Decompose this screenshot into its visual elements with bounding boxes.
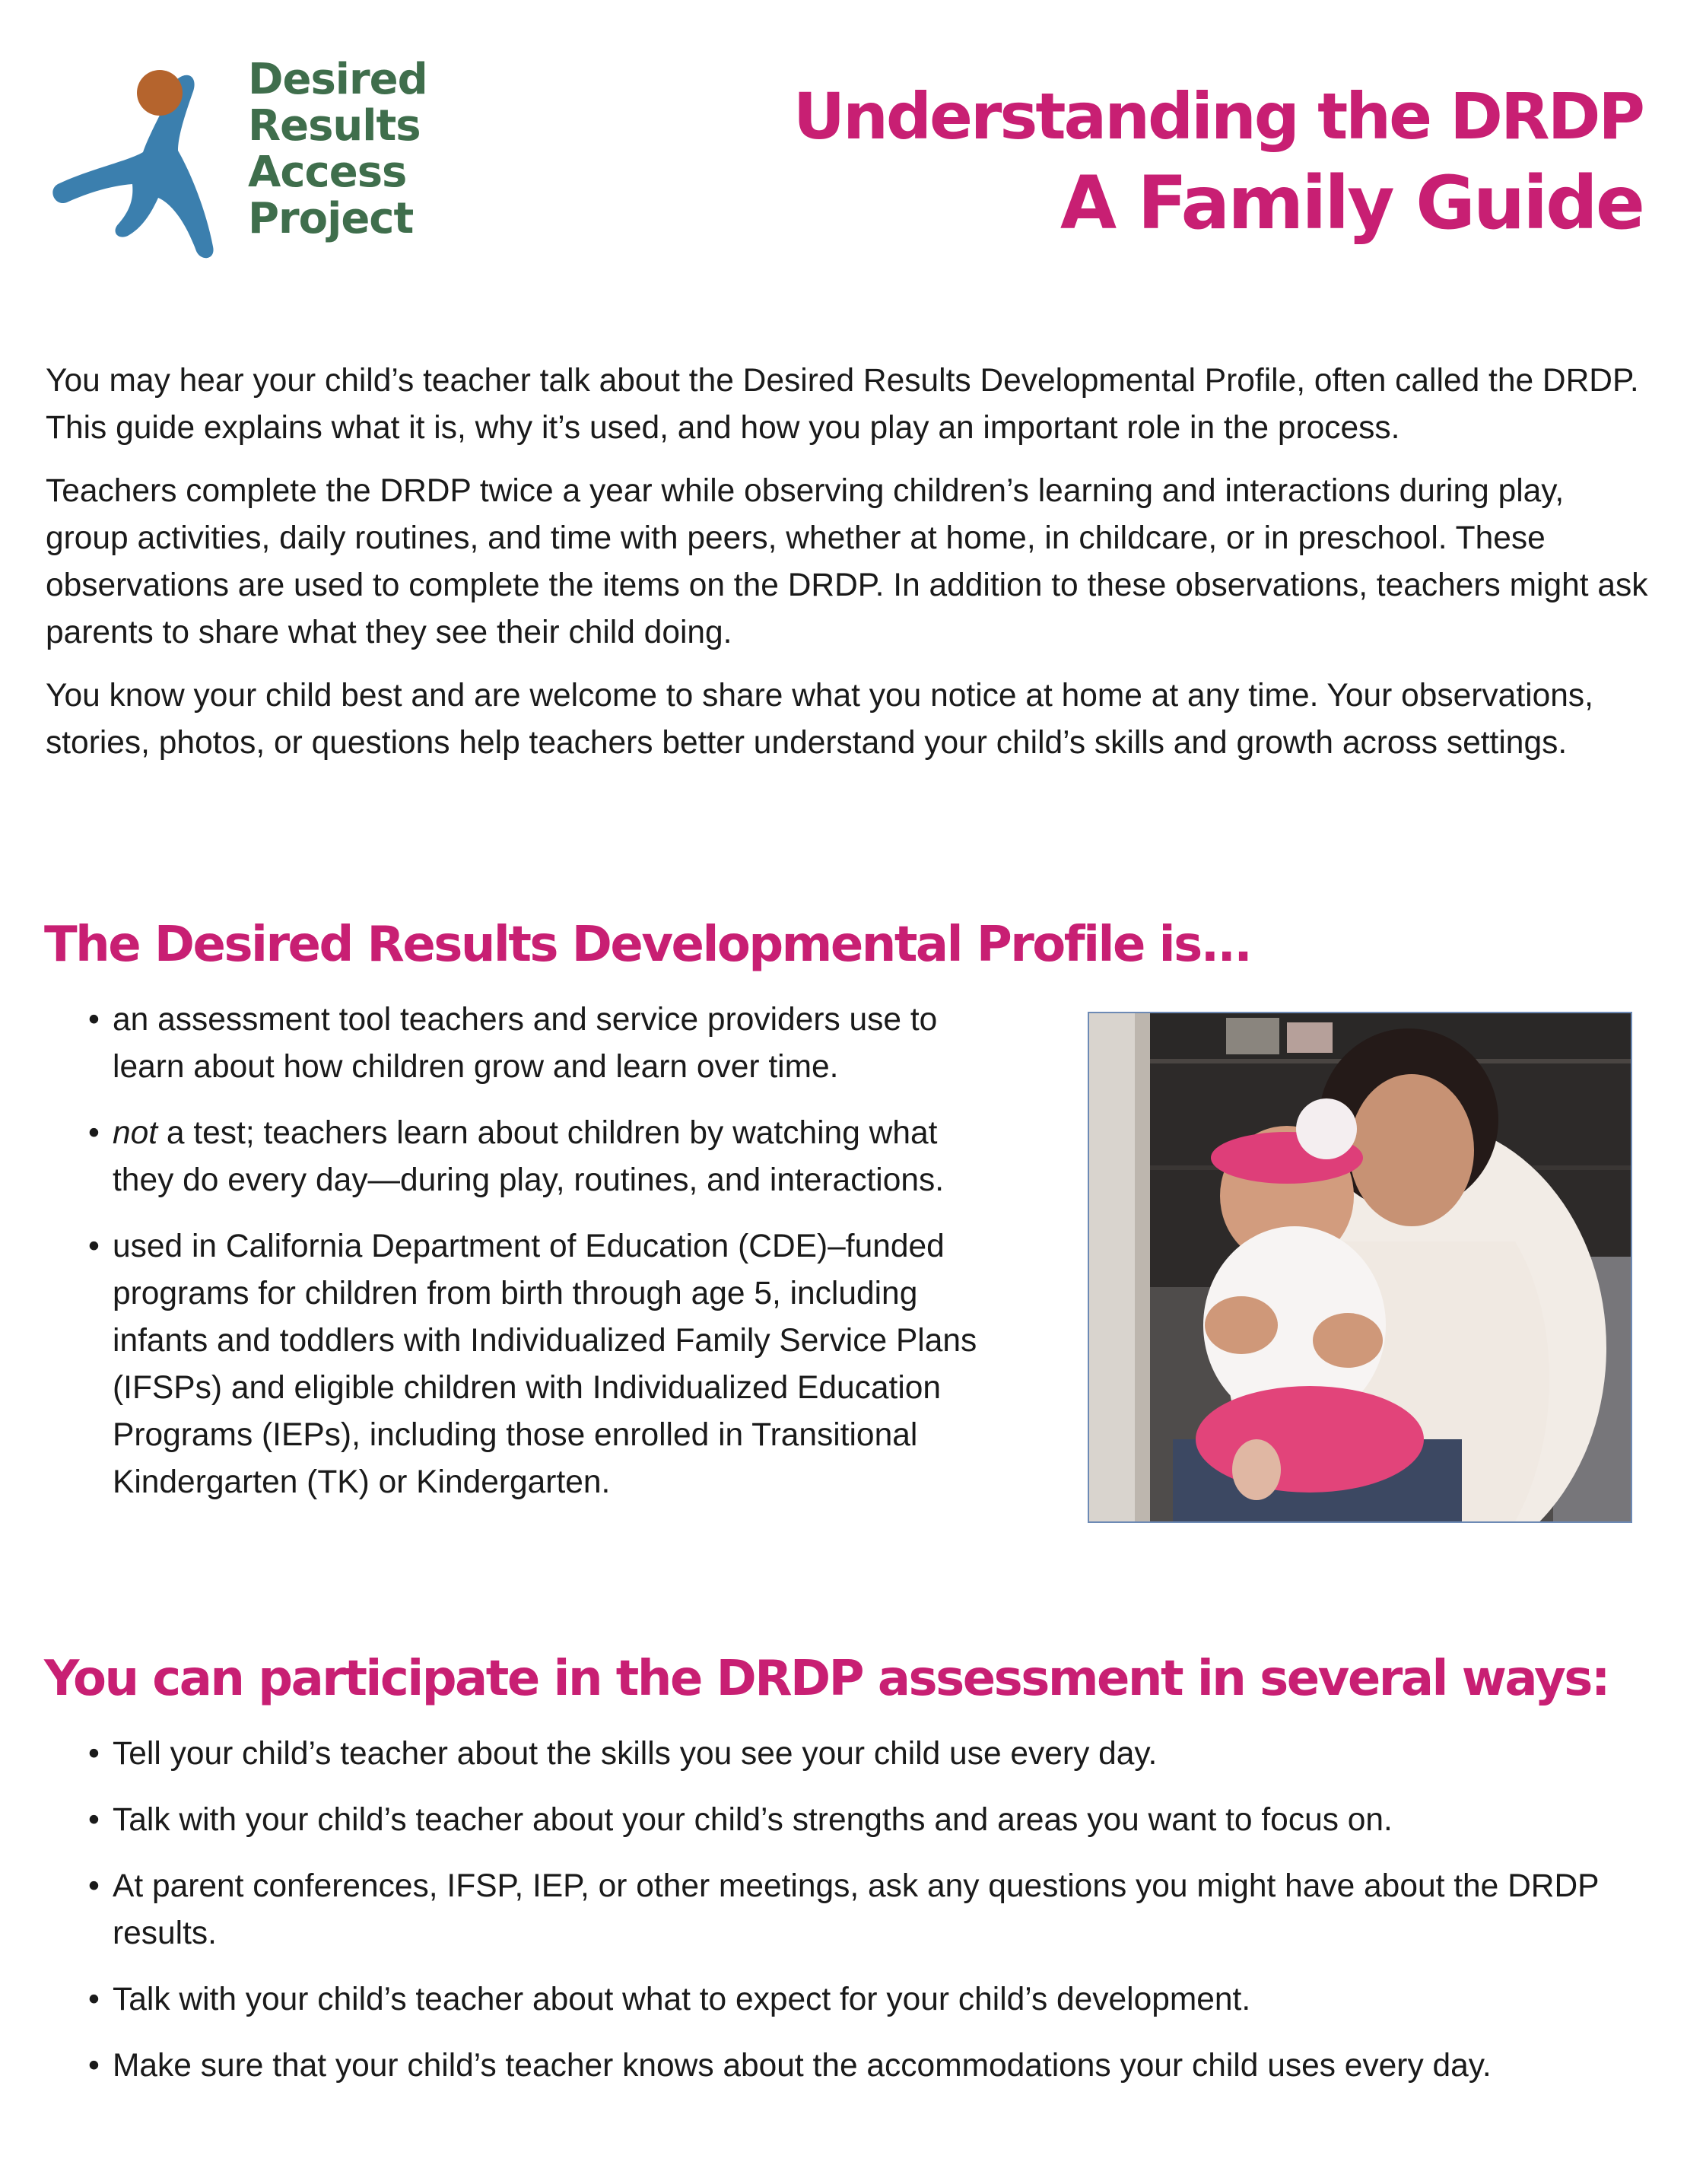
logo <box>44 55 440 268</box>
intro-text <box>46 358 1650 783</box>
bullet: • <box>88 1802 100 1838</box>
list-item <box>46 1797 1650 1844</box>
list-item-text: used in California Department of Education (CDE)–funded programs for children from birth through age 5, including infants and toddlers with Individualized Family Service Plans (IFSPs) and eligible children with Individualized Education Programs (IEPs), including those enrolled in Transitional Kindergarten (TK) or Kindergarten. <box>113 1229 977 1500</box>
logo-line: Access <box>248 148 407 197</box>
bullet: • <box>88 1868 100 1904</box>
bullet: • <box>88 1982 100 2017</box>
intro-paragraph: You may hear your child’s teacher talk about the Desired Results Developmental Profile, often called the DRDP. This guide explains what it is, why it’s used, and how you play an important role in the process. <box>46 363 1639 446</box>
bullet: • <box>88 2048 100 2084</box>
list-item <box>46 1863 1650 1957</box>
intro-paragraph: Teachers complete the DRDP twice a year while observing children’s learning and interactions during play, group activities, daily routines, and time with peers, whether at home, in childcare, or in preschool. These observations are used to complete the items on the DRDP. In addition to these observations, teachers might ask parents to share what they see their child doing. <box>46 473 1648 650</box>
participation-list <box>46 1731 1650 2109</box>
list-item-text: Make sure that your child’s teacher knows about the accommodations your child uses every day. <box>113 2048 1492 2084</box>
logo-line: Results <box>248 101 421 151</box>
list-item <box>46 1110 996 1204</box>
emphasis-text: not <box>113 1115 158 1151</box>
list-item <box>46 1731 1650 1778</box>
bullet: • <box>88 1002 100 1038</box>
section-heading-participate: You can participate in the DRDP assessment in several ways: <box>44 1651 1609 1707</box>
bullet: • <box>88 1229 100 1264</box>
list-item-text: Tell your child’s teacher about the skills you see your child use every day. <box>113 1736 1158 1772</box>
page-title <box>793 75 1643 248</box>
bullet: • <box>88 1115 100 1151</box>
list-item-text: a test; teachers learn about children by watching what they do every day—during play, routines, and interactions. <box>113 1115 945 1198</box>
list-item <box>46 2043 1650 2090</box>
list-item <box>46 997 996 1091</box>
family-photo-image <box>1089 1013 1631 1521</box>
list-item <box>46 1976 1650 2023</box>
logo-figure-icon <box>44 55 249 268</box>
section-heading-drdp: The Desired Results Developmental Profile is... <box>44 917 1251 973</box>
logo-text <box>248 56 427 242</box>
list-item-text: Talk with your child’s teacher about your child’s strengths and areas you want to focus on. <box>113 1802 1393 1838</box>
bullet: • <box>88 1736 100 1772</box>
drdp-description-list <box>46 997 996 1525</box>
title-line-1: Understanding the DRDP <box>793 79 1643 154</box>
title-line-2: A Family Guide <box>1060 161 1643 246</box>
list-item-text: At parent conferences, IFSP, IEP, or other meetings, ask any questions you might have about the DRDP results. <box>113 1868 1599 1951</box>
list-item-text: Talk with your child’s teacher about what to expect for your child’s development. <box>113 1982 1251 2017</box>
intro-paragraph: You know your child best and are welcome to share what you notice at home at any time. Your observations, stories, photos, or questions help teachers better understand your child’s skills and growth across settings. <box>46 678 1593 761</box>
logo-line: Project <box>248 194 414 243</box>
list-item-text: an assessment tool teachers and service providers use to learn about how children grow and learn over time. <box>113 1002 938 1085</box>
logo-line: Desired <box>248 55 427 104</box>
family-photo <box>1088 1012 1632 1523</box>
list-item <box>46 1223 996 1506</box>
